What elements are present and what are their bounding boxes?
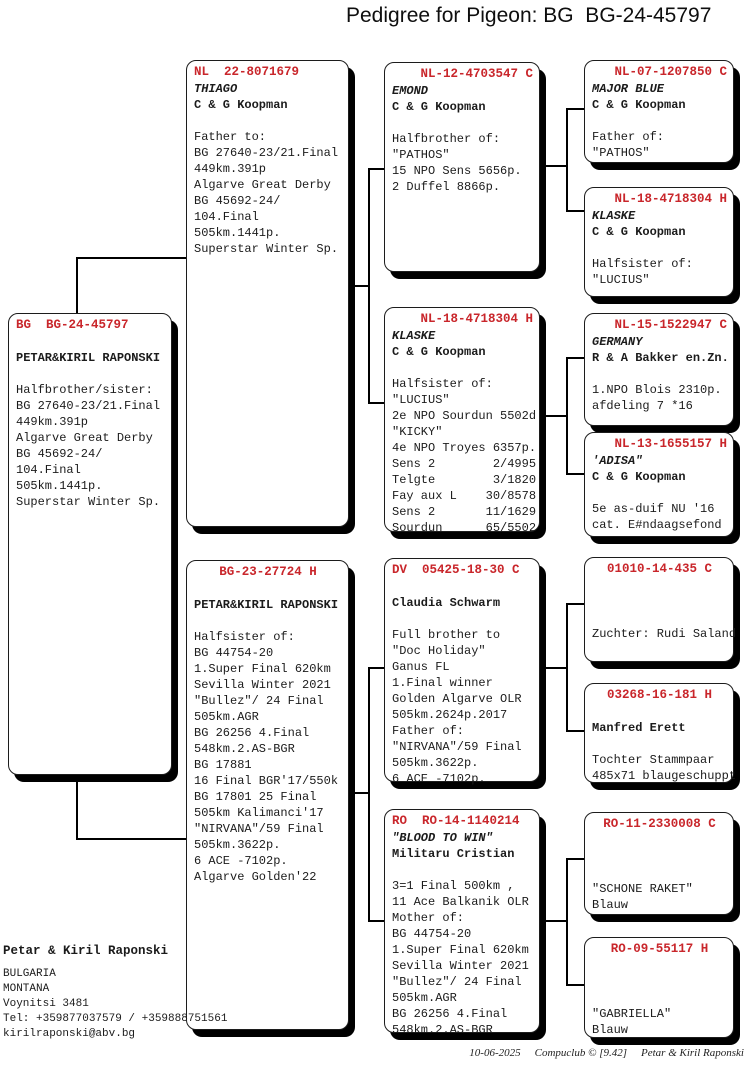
pedigree-text-line: 1.Super Final 620km bbox=[392, 943, 529, 957]
pedigree-text-line: 'ADISA" bbox=[592, 454, 643, 468]
pedigree-text-line: BG 26256 4.Final bbox=[392, 1007, 508, 1021]
pedigree-text-line: C & G Koopman bbox=[194, 98, 288, 112]
pedigree-text-line: "PATHOS" bbox=[592, 146, 650, 160]
pedigree-text-line: 505km.3622p. bbox=[194, 838, 281, 852]
pedigree-text-line: Sens 2 2/4995 bbox=[392, 457, 537, 471]
pedigree-text-line: C & G Koopman bbox=[592, 98, 686, 112]
pedigree-text-line: BG 17801 25 Final bbox=[194, 790, 317, 804]
pedigree-text-line: 2e NPO Sourdun 5502d bbox=[392, 409, 537, 423]
pedigree-text-line: GERMANY bbox=[592, 335, 643, 349]
pedigree-text-line bbox=[592, 736, 731, 752]
ring-number-header: NL-18-4718304 H bbox=[614, 192, 727, 206]
pedigree-box-sire bbox=[186, 60, 349, 527]
pedigree-connector-line bbox=[566, 984, 585, 986]
ring-number-header: NL-07-1207850 C bbox=[614, 65, 727, 79]
pedigree-connector-line bbox=[566, 210, 585, 212]
pedigree-text-line: BG 45692-24/ bbox=[16, 447, 103, 461]
pedigree-text-line: C & G Koopman bbox=[392, 345, 486, 359]
pedigree-text-line: 15 NPO Sens 5656p. bbox=[392, 164, 522, 178]
pedigree-text-line: 505km.2624p.2017 bbox=[392, 708, 508, 722]
pedigree-box-ggp2 bbox=[584, 187, 734, 297]
pedigree-text-line: THIAGO bbox=[194, 82, 238, 96]
pedigree-text-line: Halfsister of: bbox=[392, 377, 493, 391]
pedigree-text-line: 449km.391p bbox=[16, 415, 89, 429]
pedigree-text-line: 505km.AGR bbox=[392, 991, 457, 1005]
pedigree-connector-line bbox=[368, 402, 385, 404]
pedigree-text-line bbox=[16, 334, 169, 350]
pedigree-box-lines bbox=[592, 81, 731, 161]
pedigree-text-line: Sevilla Winter 2021 bbox=[194, 678, 331, 692]
pedigree-connector-line bbox=[350, 285, 369, 287]
pedigree-connector-line bbox=[566, 108, 585, 110]
pedigree-text-line: Algarve Golden'22 bbox=[194, 870, 317, 884]
pedigree-text-line: 505km.AGR bbox=[194, 710, 259, 724]
pedigree-box-grandsire-paternal bbox=[384, 62, 540, 272]
contact-line: MONTANA bbox=[3, 983, 50, 995]
pedigree-text-line: Tochter Stammpaar bbox=[592, 753, 715, 767]
ring-number-header: BG-23-27724 H bbox=[219, 565, 317, 579]
pedigree-text-line: Manfred Erett bbox=[592, 721, 686, 735]
pedigree-text-line: Full brother to bbox=[392, 628, 501, 642]
pedigree-box-ggp1 bbox=[584, 60, 734, 163]
pedigree-connector-line bbox=[540, 165, 567, 167]
pedigree-text-line: 548km.2.AS-BGR bbox=[194, 742, 295, 756]
pedigree-text-line bbox=[592, 849, 731, 865]
pedigree-text-line: 548km.2.AS-BGR bbox=[392, 1023, 493, 1037]
pedigree-box-lines bbox=[592, 208, 731, 288]
footer-breeder: Petar & Kiril Raponski bbox=[641, 1047, 744, 1059]
pedigree-connector-line bbox=[566, 858, 585, 860]
ring-number-header: RO RO-14-1140214 bbox=[392, 814, 520, 828]
pedigree-text-line: "Doc Holiday" bbox=[392, 644, 486, 658]
pedigree-text-line: PETAR&KIRIL RAPONSKI bbox=[16, 351, 161, 365]
contact-line: kirilraponski@abv.bg bbox=[3, 1028, 136, 1040]
pedigree-text-line: "PATHOS" bbox=[392, 148, 450, 162]
contact-lines bbox=[3, 967, 227, 1042]
pedigree-text-line bbox=[392, 579, 537, 595]
pedigree-connector-line bbox=[540, 920, 567, 922]
pedigree-text-line bbox=[592, 578, 731, 594]
pedigree-text-line: BG 26256 4.Final bbox=[194, 726, 310, 740]
pedigree-text-line: "BLOOD TO WIN" bbox=[392, 831, 493, 845]
pedigree-text-line bbox=[592, 594, 731, 610]
pedigree-text-line: Zuchter: Rudi Saland bbox=[592, 627, 737, 641]
ring-number-header: DV 05425-18-30 C bbox=[392, 563, 520, 577]
pedigree-text-line: 104.Final bbox=[16, 463, 81, 477]
pedigree-text-line: Telgte 3/1820 bbox=[392, 473, 537, 487]
pedigree-text-line: R & A Bakker en.Zn. bbox=[592, 351, 729, 365]
pedigree-box-lines bbox=[592, 833, 731, 913]
pedigree-text-line: "KICKY" bbox=[392, 425, 443, 439]
pedigree-connector-line bbox=[540, 667, 567, 669]
pedigree-connector-line bbox=[566, 108, 568, 211]
pedigree-connector-line bbox=[566, 603, 585, 605]
pedigree-text-line bbox=[592, 113, 731, 129]
pedigree-connector-line bbox=[368, 920, 385, 922]
pedigree-box-ggp4 bbox=[584, 432, 734, 537]
pedigree-text-line: 1.Super Final 620km bbox=[194, 662, 331, 676]
pedigree-box-lines bbox=[592, 453, 731, 533]
pedigree-connector-line bbox=[566, 603, 568, 731]
pedigree-text-line: BG 44754-20 bbox=[392, 927, 472, 941]
pedigree-text-line bbox=[392, 862, 537, 878]
ring-number-header: NL 22-8071679 bbox=[194, 65, 300, 79]
ring-number-header: NL-12-4703547 C bbox=[420, 67, 533, 81]
ring-number-header: NL-18-4718304 H bbox=[420, 312, 533, 326]
pedigree-text-line: Halfsister of: bbox=[592, 257, 693, 271]
pedigree-text-line: C & G Koopman bbox=[592, 225, 686, 239]
pedigree-connector-line bbox=[368, 667, 385, 669]
pedigree-text-line: Mother of: bbox=[392, 911, 465, 925]
pedigree-connector-line bbox=[540, 415, 567, 417]
pedigree-text-line: 1.Final winner bbox=[392, 676, 493, 690]
pedigree-connector-line bbox=[76, 257, 78, 314]
pedigree-text-line: Father of: bbox=[592, 130, 665, 144]
pedigree-text-line: 1.NPO Blois 2310p. bbox=[592, 383, 722, 397]
pedigree-text-line: Militaru Cristian bbox=[392, 847, 515, 861]
pedigree-text-line: PETAR&KIRIL RAPONSKI bbox=[194, 598, 339, 612]
pedigree-box-grandsire-maternal bbox=[384, 558, 540, 786]
pedigree-text-line: C & G Koopman bbox=[592, 470, 686, 484]
pedigree-text-line bbox=[592, 865, 731, 881]
pedigree-text-line bbox=[592, 240, 731, 256]
pedigree-text-line: 16 Final BGR'17/550k bbox=[194, 774, 339, 788]
pedigree-text-line: C & G Koopman bbox=[392, 100, 486, 114]
pedigree-box-lines bbox=[392, 830, 537, 1038]
pedigree-text-line: Golden Algarve OLR bbox=[392, 692, 522, 706]
pedigree-box-lines bbox=[194, 81, 346, 257]
pedigree-text-line bbox=[392, 611, 537, 627]
footer-program: Compuclub © [9.42] bbox=[534, 1047, 628, 1059]
pedigree-text-line: 485x71 blaugeschuppt bbox=[592, 769, 737, 783]
pedigree-text-line: Sourdun 65/5502 bbox=[392, 521, 537, 535]
pedigree-text-line: BG 27640-23/21.Final bbox=[194, 146, 339, 160]
pedigree-text-line: "LUCIUS" bbox=[392, 393, 450, 407]
contact-line: Tel: +359877037579 / +359888751561 bbox=[3, 1013, 228, 1025]
pedigree-box-lines bbox=[392, 328, 537, 536]
pedigree-text-line: "NIRVANA"/59 Final bbox=[392, 740, 522, 754]
pedigree-text-line: Fay aux L 30/8578 bbox=[392, 489, 537, 503]
pedigree-text-line bbox=[592, 990, 731, 1006]
pedigree-text-line bbox=[592, 833, 731, 849]
pedigree-text-line bbox=[392, 360, 537, 376]
pedigree-box-granddam-paternal bbox=[384, 307, 540, 535]
pedigree-text-line: Halfsister of: bbox=[194, 630, 295, 644]
pedigree-text-line: "Bullez"/ 24 Final bbox=[392, 975, 522, 989]
pedigree-box-lines bbox=[592, 704, 737, 784]
pedigree-text-line: 6 ACE -7102p. bbox=[194, 854, 288, 868]
pedigree-text-line: "Bullez"/ 24 Final bbox=[194, 694, 324, 708]
pedigree-text-line: Sens 2 11/1629 bbox=[392, 505, 537, 519]
pedigree-box-lines bbox=[592, 334, 731, 414]
pedigree-text-line: cat. E#ndaagsefond bbox=[592, 518, 722, 532]
pedigree-text-line bbox=[592, 610, 731, 626]
pedigree-text-line: KLASKE bbox=[392, 329, 436, 343]
pedigree-text-line: BG 17881 bbox=[194, 758, 252, 772]
pedigree-text-line: Claudia Schwarm bbox=[392, 596, 501, 610]
pedigree-text-line: Father of: bbox=[392, 724, 465, 738]
pedigree-text-line: Algarve Great Derby bbox=[194, 178, 331, 192]
pedigree-text-line: Father to: bbox=[194, 130, 267, 144]
pedigree-text-line: BG 45692-24/ bbox=[194, 194, 281, 208]
pedigree-box-lines bbox=[194, 581, 346, 885]
pedigree-text-line: "NIRVANA"/59 Final bbox=[194, 822, 324, 836]
ring-number-header: BG BG-24-45797 bbox=[16, 318, 129, 332]
pedigree-text-line: afdeling 7 *16 bbox=[592, 399, 693, 413]
pedigree-text-line: 505km.1441p. bbox=[194, 226, 281, 240]
pedigree-text-line: 4e NPO Troyes 6357p. bbox=[392, 441, 537, 455]
pedigree-text-line: Algarve Great Derby bbox=[16, 431, 153, 445]
pedigree-text-line: Superstar Winter Sp. bbox=[194, 242, 339, 256]
pedigree-text-line bbox=[194, 113, 346, 129]
pedigree-connector-line bbox=[368, 168, 370, 403]
pedigree-text-line bbox=[592, 704, 731, 720]
pedigree-text-line: "GABRIELLA" bbox=[592, 1007, 672, 1021]
ring-number-header: NL-15-1522947 C bbox=[614, 318, 727, 332]
pedigree-connector-line bbox=[566, 730, 585, 732]
ring-number-header: 03268-16-181 H bbox=[606, 688, 713, 702]
footer-credit bbox=[469, 1047, 744, 1059]
breeder-contact-block bbox=[3, 944, 227, 1042]
pedigree-connector-line bbox=[350, 792, 369, 794]
pedigree-box-ggp7 bbox=[584, 812, 734, 915]
pedigree-text-line: Halfbrother of: bbox=[392, 132, 501, 146]
pedigree-text-line: Blauw bbox=[592, 1023, 629, 1037]
pedigree-text-line: Sevilla Winter 2021 bbox=[392, 959, 529, 973]
pedigree-text-line bbox=[592, 366, 731, 382]
pedigree-box-lines bbox=[392, 83, 537, 195]
pedigree-text-line: 505km Kalimanci'17 bbox=[194, 806, 324, 820]
footer-date: 10-06-2025 bbox=[469, 1047, 521, 1059]
pedigree-text-line bbox=[592, 485, 731, 501]
pedigree-box-ggp6 bbox=[584, 683, 737, 783]
pedigree-text-line: MAJOR BLUE bbox=[592, 82, 665, 96]
pedigree-text-line: 449km.391p bbox=[194, 162, 267, 176]
page-title: Pedigree for Pigeon: BG BG-24-45797 bbox=[346, 4, 712, 27]
pedigree-text-line: BG 27640-23/21.Final bbox=[16, 399, 161, 413]
pedigree-text-line bbox=[194, 613, 346, 629]
pedigree-box-lines bbox=[16, 334, 169, 510]
pedigree-box-ggp3 bbox=[584, 313, 734, 426]
breeder-name: Petar & Kiril Raponski bbox=[3, 944, 169, 958]
pedigree-text-line: 6 ACE -7102p. bbox=[392, 772, 486, 786]
ring-number-header: RO-11-2330008 C bbox=[603, 817, 716, 831]
pedigree-text-line bbox=[16, 366, 169, 382]
pedigree-text-line: 11 Ace Balkanik OLR bbox=[392, 895, 529, 909]
pedigree-box-lines bbox=[392, 579, 537, 787]
pedigree-connector-line bbox=[76, 257, 187, 259]
pedigree-text-line: 2 Duffel 8866p. bbox=[392, 180, 501, 194]
contact-line: Voynitsi 3481 bbox=[3, 998, 89, 1010]
pedigree-text-line: Blauw bbox=[592, 898, 629, 912]
pedigree-text-line: 3=1 Final 500km , bbox=[392, 879, 515, 893]
pedigree-text-line: EMOND bbox=[392, 84, 429, 98]
ring-number-header: NL-13-1655157 H bbox=[614, 437, 727, 451]
pedigree-box-lines bbox=[592, 578, 737, 642]
pedigree-connector-line bbox=[368, 667, 370, 921]
pedigree-text-line: 104.Final bbox=[194, 210, 259, 224]
pedigree-text-line: Ganus FL bbox=[392, 660, 450, 674]
pedigree-connector-line bbox=[566, 858, 568, 985]
pedigree-box-ggp8 bbox=[584, 937, 734, 1038]
pedigree-text-line: Halfbrother/sister: bbox=[16, 383, 153, 397]
pedigree-text-line: 505km.1441p. bbox=[16, 479, 103, 493]
pedigree-text-line: 5e as-duif NU '16 bbox=[592, 502, 715, 516]
pedigree-text-line: 505km.3622p. bbox=[392, 756, 479, 770]
contact-line: BULGARIA bbox=[3, 968, 56, 980]
pedigree-text-line: Superstar Winter Sp. bbox=[16, 495, 161, 509]
pedigree-connector-line bbox=[76, 838, 188, 840]
pedigree-text-line bbox=[194, 581, 346, 597]
pedigree-connector-line bbox=[76, 775, 78, 839]
pedigree-box-granddam-maternal bbox=[384, 809, 540, 1037]
pedigree-box-subject bbox=[8, 313, 172, 775]
pedigree-text-line bbox=[592, 974, 731, 990]
ring-number-header: 01010-14-435 C bbox=[606, 562, 713, 576]
ring-number-header: RO-09-55117 H bbox=[610, 942, 709, 956]
pedigree-connector-line bbox=[566, 357, 568, 474]
pedigree-text-line: KLASKE bbox=[592, 209, 636, 223]
pedigree-text-line: "SCHONE RAKET" bbox=[592, 882, 693, 896]
pedigree-text-line bbox=[392, 115, 537, 131]
pedigree-connector-line bbox=[566, 473, 585, 475]
pedigree-box-lines bbox=[592, 958, 731, 1038]
pedigree-connector-line bbox=[368, 168, 385, 170]
pedigree-text-line bbox=[592, 958, 731, 974]
pedigree-text-line: BG 44754-20 bbox=[194, 646, 274, 660]
pedigree-connector-line bbox=[566, 357, 585, 359]
pedigree-box-ggp5 bbox=[584, 557, 737, 662]
pedigree-text-line: "LUCIUS" bbox=[592, 273, 650, 287]
